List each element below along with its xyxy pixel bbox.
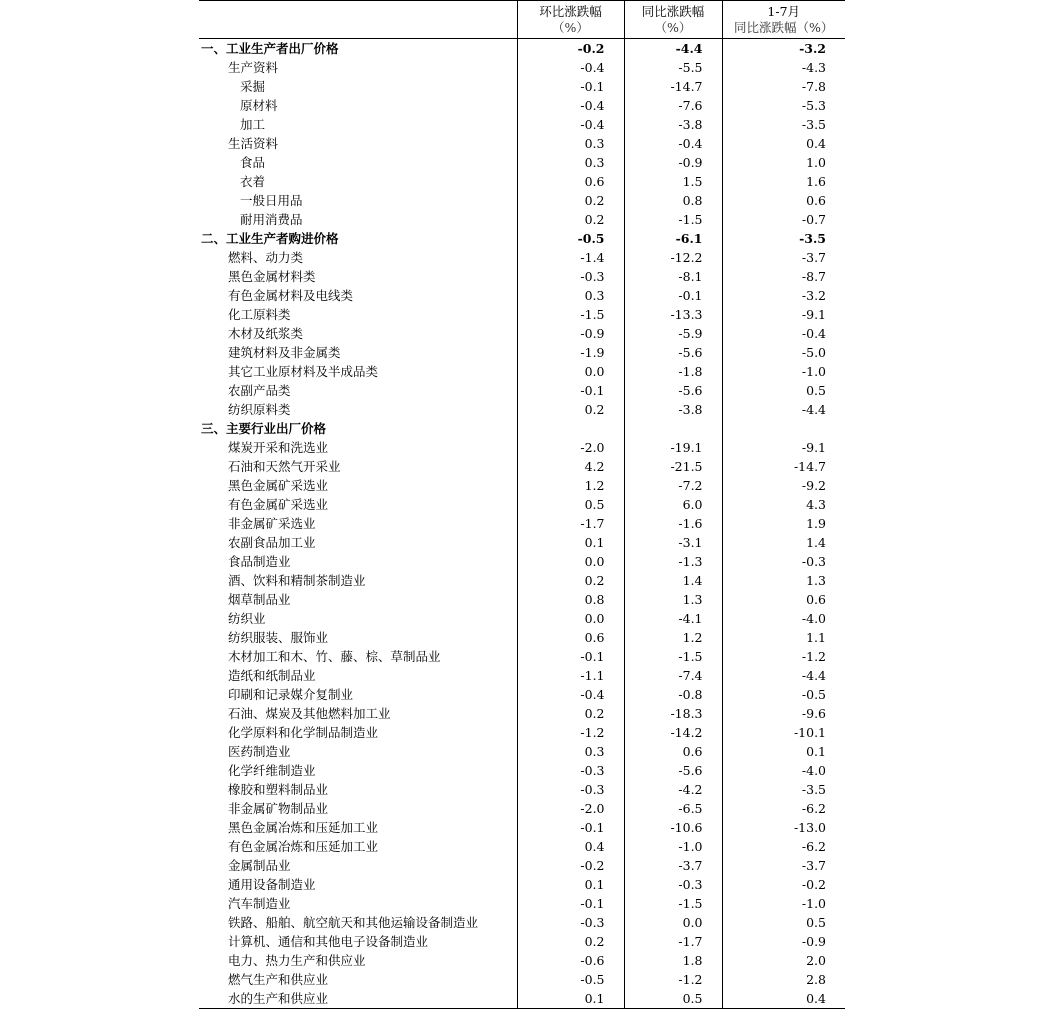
table-row xyxy=(199,77,845,96)
row-label: 化工原料类 xyxy=(228,307,291,322)
row-label: 农副产品类 xyxy=(228,383,291,398)
yoy-value: -14.2 xyxy=(624,723,722,742)
row-label: 金属制品业 xyxy=(228,858,291,873)
mom-value: 0.3 xyxy=(517,286,624,305)
header-mom xyxy=(517,1,624,39)
mom-value: -0.1 xyxy=(517,818,624,837)
mom-value: 0.5 xyxy=(517,495,624,514)
table-row xyxy=(199,248,845,267)
ytd-value: -4.4 xyxy=(722,666,845,685)
ytd-value: 1.4 xyxy=(722,533,845,552)
mom-value: 0.2 xyxy=(517,210,624,229)
row-label: 造纸和纸制品业 xyxy=(228,668,316,683)
ytd-value: 0.4 xyxy=(722,989,845,1009)
table-row xyxy=(199,172,845,191)
row-label: 有色金属材料及电线类 xyxy=(228,288,354,303)
table-row xyxy=(199,400,845,419)
ytd-value: 0.1 xyxy=(722,742,845,761)
yoy-value: 1.5 xyxy=(624,172,722,191)
table-row xyxy=(199,134,845,153)
ytd-value: 1.3 xyxy=(722,571,845,590)
yoy-value: -1.8 xyxy=(624,362,722,381)
mom-value: -1.1 xyxy=(517,666,624,685)
table-row xyxy=(199,305,845,324)
mom-value: 0.8 xyxy=(517,590,624,609)
yoy-value: 6.0 xyxy=(624,495,722,514)
row-label: 橡胶和塑料制品业 xyxy=(228,782,329,797)
yoy-value: 1.3 xyxy=(624,590,722,609)
table-row xyxy=(199,742,845,761)
section-row xyxy=(199,39,845,59)
yoy-value: -1.7 xyxy=(624,932,722,951)
table-row xyxy=(199,647,845,666)
yoy-value: 1.2 xyxy=(624,628,722,647)
table-row xyxy=(199,191,845,210)
ytd-value: -0.3 xyxy=(722,552,845,571)
yoy-value: 0.5 xyxy=(624,989,722,1009)
mom-value: 0.3 xyxy=(517,153,624,172)
ytd-value: -3.2 xyxy=(722,286,845,305)
table-row xyxy=(199,476,845,495)
yoy-value: -13.3 xyxy=(624,305,722,324)
table-row xyxy=(199,951,845,970)
mom-value: -1.5 xyxy=(517,305,624,324)
yoy-value: -1.2 xyxy=(624,970,722,989)
mom-value: -0.9 xyxy=(517,324,624,343)
table-row xyxy=(199,381,845,400)
table-row xyxy=(199,58,845,77)
ytd-value: -6.2 xyxy=(722,837,845,856)
row-label: 纺织业 xyxy=(228,611,266,626)
row-label: 有色金属冶炼和压延加工业 xyxy=(228,839,379,854)
yoy-value: -5.9 xyxy=(624,324,722,343)
table-row xyxy=(199,837,845,856)
mom-value: 0.1 xyxy=(517,989,624,1009)
row-label: 电力、热力生产和供应业 xyxy=(228,953,366,968)
mom-value: -0.4 xyxy=(517,58,624,77)
mom-value: 0.0 xyxy=(517,552,624,571)
row-label: 燃气生产和供应业 xyxy=(228,972,329,987)
section-row xyxy=(199,419,845,438)
table-row xyxy=(199,457,845,476)
ytd-value: -4.4 xyxy=(722,400,845,419)
row-label: 一、工业生产者出厂价格 xyxy=(201,41,339,56)
table-row xyxy=(199,685,845,704)
ytd-value: -9.6 xyxy=(722,704,845,723)
yoy-value: -7.4 xyxy=(624,666,722,685)
ytd-value: 0.4 xyxy=(722,134,845,153)
yoy-value: -3.8 xyxy=(624,115,722,134)
mom-value: -0.4 xyxy=(517,115,624,134)
yoy-value: 1.4 xyxy=(624,571,722,590)
row-label: 二、工业生产者购进价格 xyxy=(201,231,339,246)
ytd-value: 0.6 xyxy=(722,590,845,609)
row-label: 生产资料 xyxy=(228,60,279,75)
table-row xyxy=(199,875,845,894)
row-label: 一般日用品 xyxy=(240,193,303,208)
ytd-value: -5.3 xyxy=(722,96,845,115)
ytd-value: -9.1 xyxy=(722,305,845,324)
yoy-value: -1.5 xyxy=(624,647,722,666)
row-label: 三、主要行业出厂价格 xyxy=(201,421,327,436)
yoy-value: 0.8 xyxy=(624,191,722,210)
header-row xyxy=(199,1,845,39)
header-label-cell xyxy=(199,1,517,39)
table-row xyxy=(199,932,845,951)
yoy-value: -1.5 xyxy=(624,894,722,913)
yoy-value: -1.5 xyxy=(624,210,722,229)
yoy-value: -10.6 xyxy=(624,818,722,837)
row-label: 耐用消费品 xyxy=(240,212,303,227)
yoy-value: -4.1 xyxy=(624,609,722,628)
mom-value xyxy=(517,419,624,438)
row-label: 石油、煤炭及其他燃料加工业 xyxy=(228,706,391,721)
row-label: 黑色金属冶炼和压延加工业 xyxy=(228,820,379,835)
row-label: 通用设备制造业 xyxy=(228,877,316,892)
yoy-value: -0.8 xyxy=(624,685,722,704)
row-label: 纺织服装、服饰业 xyxy=(228,630,329,645)
header-ytd xyxy=(722,1,845,39)
price-index-table xyxy=(199,0,845,1009)
table-row xyxy=(199,438,845,457)
yoy-value: 1.8 xyxy=(624,951,722,970)
yoy-value: -0.9 xyxy=(624,153,722,172)
ytd-value: 0.6 xyxy=(722,191,845,210)
table-row xyxy=(199,267,845,286)
table-row xyxy=(199,153,845,172)
ytd-value: 1.0 xyxy=(722,153,845,172)
table-row xyxy=(199,989,845,1009)
mom-value: 0.6 xyxy=(517,628,624,647)
row-label: 木材及纸浆类 xyxy=(228,326,304,341)
row-label: 酒、饮料和精制茶制造业 xyxy=(228,573,366,588)
yoy-value: -6.5 xyxy=(624,799,722,818)
mom-value: -0.1 xyxy=(517,381,624,400)
yoy-value: -5.6 xyxy=(624,343,722,362)
mom-value: 4.2 xyxy=(517,457,624,476)
mom-value: -0.1 xyxy=(517,647,624,666)
ytd-value: -3.2 xyxy=(722,39,845,59)
ytd-value: 1.6 xyxy=(722,172,845,191)
table-row xyxy=(199,856,845,875)
ytd-value: -0.4 xyxy=(722,324,845,343)
mom-value: -0.3 xyxy=(517,913,624,932)
table-row xyxy=(199,913,845,932)
mom-value: 0.2 xyxy=(517,571,624,590)
mom-value: -0.2 xyxy=(517,856,624,875)
ytd-value: -14.7 xyxy=(722,457,845,476)
mom-value: -0.1 xyxy=(517,894,624,913)
ytd-value: -3.5 xyxy=(722,115,845,134)
row-label: 有色金属矿采选业 xyxy=(228,497,329,512)
mom-value: -1.2 xyxy=(517,723,624,742)
mom-value: -0.3 xyxy=(517,780,624,799)
table-row xyxy=(199,514,845,533)
yoy-value: -5.6 xyxy=(624,381,722,400)
row-label: 汽车制造业 xyxy=(228,896,291,911)
row-label: 建筑材料及非金属类 xyxy=(228,345,341,360)
table-header xyxy=(199,1,845,39)
yoy-value: 0.0 xyxy=(624,913,722,932)
row-label: 煤炭开采和洗选业 xyxy=(228,440,329,455)
section-row xyxy=(199,229,845,248)
yoy-value: -1.0 xyxy=(624,837,722,856)
yoy-value: -0.4 xyxy=(624,134,722,153)
yoy-value xyxy=(624,419,722,438)
yoy-value: -18.3 xyxy=(624,704,722,723)
header-ytd-period: 1-7月 xyxy=(767,4,801,19)
header-mom-unit: （%） xyxy=(552,20,589,35)
row-label: 木材加工和木、竹、藤、棕、草制品业 xyxy=(228,649,441,664)
header-yoy xyxy=(624,1,722,39)
mom-value: 0.6 xyxy=(517,172,624,191)
row-label: 黑色金属材料类 xyxy=(228,269,316,284)
row-label: 印刷和记录媒介复制业 xyxy=(228,687,354,702)
ytd-value xyxy=(722,419,845,438)
table-row xyxy=(199,210,845,229)
ytd-value: -4.0 xyxy=(722,761,845,780)
table-row xyxy=(199,780,845,799)
mom-value: 0.0 xyxy=(517,362,624,381)
table-row xyxy=(199,533,845,552)
ytd-value: 0.5 xyxy=(722,913,845,932)
mom-value: -2.0 xyxy=(517,799,624,818)
yoy-value: -1.6 xyxy=(624,514,722,533)
row-label: 加工 xyxy=(240,117,266,132)
ytd-value: 2.0 xyxy=(722,951,845,970)
yoy-value: -3.7 xyxy=(624,856,722,875)
yoy-value: -7.6 xyxy=(624,96,722,115)
row-label: 食品制造业 xyxy=(228,554,291,569)
table-row xyxy=(199,324,845,343)
ytd-value: -5.0 xyxy=(722,343,845,362)
table-row xyxy=(199,894,845,913)
table-row xyxy=(199,362,845,381)
table-row xyxy=(199,761,845,780)
ytd-value: -3.7 xyxy=(722,248,845,267)
header-ytd-title: 同比涨跌幅（%） xyxy=(734,20,834,35)
row-label: 计算机、通信和其他电子设备制造业 xyxy=(228,934,429,949)
yoy-value: -4.2 xyxy=(624,780,722,799)
row-label: 石油和天然气开采业 xyxy=(228,459,341,474)
table-row xyxy=(199,818,845,837)
table-row xyxy=(199,495,845,514)
mom-value: -1.7 xyxy=(517,514,624,533)
row-label: 烟草制品业 xyxy=(228,592,291,607)
table-row xyxy=(199,552,845,571)
yoy-value: 0.6 xyxy=(624,742,722,761)
row-label: 水的生产和供应业 xyxy=(199,989,517,1009)
ytd-value: -0.9 xyxy=(722,932,845,951)
row-label: 化学原料和化学制品制造业 xyxy=(228,725,379,740)
row-label: 采掘 xyxy=(240,79,266,94)
table-row xyxy=(199,799,845,818)
table-row xyxy=(199,343,845,362)
ytd-value: 1.1 xyxy=(722,628,845,647)
ytd-value: -9.2 xyxy=(722,476,845,495)
ytd-value: -4.0 xyxy=(722,609,845,628)
mom-value: -0.4 xyxy=(517,685,624,704)
row-label: 医药制造业 xyxy=(228,744,291,759)
ytd-value: -3.5 xyxy=(722,780,845,799)
row-label: 衣着 xyxy=(240,174,266,189)
ytd-value: -4.3 xyxy=(722,58,845,77)
mom-value: 0.2 xyxy=(517,704,624,723)
table-row xyxy=(199,704,845,723)
row-label: 原材料 xyxy=(240,98,278,113)
ytd-value: 1.9 xyxy=(722,514,845,533)
yoy-value: -5.6 xyxy=(624,761,722,780)
mom-value: -0.3 xyxy=(517,761,624,780)
table-row xyxy=(199,286,845,305)
mom-value: -2.0 xyxy=(517,438,624,457)
table-row xyxy=(199,970,845,989)
mom-value: 0.2 xyxy=(517,191,624,210)
mom-value: -0.3 xyxy=(517,267,624,286)
ytd-value: -1.0 xyxy=(722,362,845,381)
row-label: 非金属矿物制品业 xyxy=(228,801,329,816)
ytd-value: 4.3 xyxy=(722,495,845,514)
mom-value: 0.2 xyxy=(517,932,624,951)
mom-value: 1.2 xyxy=(517,476,624,495)
row-label: 食品 xyxy=(240,155,266,170)
ytd-value: -8.7 xyxy=(722,267,845,286)
mom-value: 0.0 xyxy=(517,609,624,628)
mom-value: -0.1 xyxy=(517,77,624,96)
table-row xyxy=(199,115,845,134)
mom-value: 0.4 xyxy=(517,837,624,856)
yoy-value: -7.2 xyxy=(624,476,722,495)
table-row xyxy=(199,723,845,742)
table-body xyxy=(199,39,845,1009)
yoy-value: -21.5 xyxy=(624,457,722,476)
mom-value: -0.5 xyxy=(517,970,624,989)
ytd-value: 0.5 xyxy=(722,381,845,400)
yoy-value: -4.4 xyxy=(624,39,722,59)
yoy-value: -5.5 xyxy=(624,58,722,77)
mom-value: 0.3 xyxy=(517,134,624,153)
ytd-value: -0.7 xyxy=(722,210,845,229)
mom-value: -0.6 xyxy=(517,951,624,970)
yoy-value: -1.3 xyxy=(624,552,722,571)
mom-value: -1.9 xyxy=(517,343,624,362)
mom-value: 0.3 xyxy=(517,742,624,761)
ytd-value: -13.0 xyxy=(722,818,845,837)
row-label: 化学纤维制造业 xyxy=(228,763,316,778)
yoy-value: -3.1 xyxy=(624,533,722,552)
row-label: 燃料、动力类 xyxy=(228,250,304,265)
table-row xyxy=(199,666,845,685)
yoy-value: -19.1 xyxy=(624,438,722,457)
ytd-value: -3.7 xyxy=(722,856,845,875)
yoy-value: -12.2 xyxy=(624,248,722,267)
mom-value: 0.1 xyxy=(517,533,624,552)
row-label: 非金属矿采选业 xyxy=(228,516,316,531)
ytd-value: -3.5 xyxy=(722,229,845,248)
ytd-value: -0.2 xyxy=(722,875,845,894)
ytd-value: 2.8 xyxy=(722,970,845,989)
table-row xyxy=(199,96,845,115)
yoy-value: -8.1 xyxy=(624,267,722,286)
row-label: 其它工业原材料及半成品类 xyxy=(228,364,379,379)
row-label: 纺织原料类 xyxy=(228,402,291,417)
yoy-value: -6.1 xyxy=(624,229,722,248)
table-row xyxy=(199,609,845,628)
row-label: 铁路、船舶、航空航天和其他运输设备制造业 xyxy=(228,915,479,930)
header-yoy-unit: （%） xyxy=(654,20,692,35)
table-row xyxy=(199,590,845,609)
mom-value: 0.1 xyxy=(517,875,624,894)
table-row xyxy=(199,571,845,590)
mom-value: 0.2 xyxy=(517,400,624,419)
row-label: 生活资料 xyxy=(228,136,279,151)
ytd-value: -1.2 xyxy=(722,647,845,666)
yoy-value: -0.3 xyxy=(624,875,722,894)
yoy-value: -3.8 xyxy=(624,400,722,419)
ytd-value: -0.5 xyxy=(722,685,845,704)
yoy-value: -0.1 xyxy=(624,286,722,305)
ytd-value: -10.1 xyxy=(722,723,845,742)
yoy-value: -14.7 xyxy=(624,77,722,96)
mom-value: -0.4 xyxy=(517,96,624,115)
row-label: 黑色金属矿采选业 xyxy=(228,478,329,493)
row-label: 农副食品加工业 xyxy=(228,535,316,550)
ytd-value: -6.2 xyxy=(722,799,845,818)
header-yoy-title: 同比涨跌幅 xyxy=(641,4,705,19)
header-mom-title: 环比涨跌幅 xyxy=(539,4,602,19)
ytd-value: -7.8 xyxy=(722,77,845,96)
mom-value: -0.2 xyxy=(517,39,624,59)
ytd-value: -1.0 xyxy=(722,894,845,913)
ytd-value: -9.1 xyxy=(722,438,845,457)
table-row xyxy=(199,628,845,647)
mom-value: -0.5 xyxy=(517,229,624,248)
mom-value: -1.4 xyxy=(517,248,624,267)
